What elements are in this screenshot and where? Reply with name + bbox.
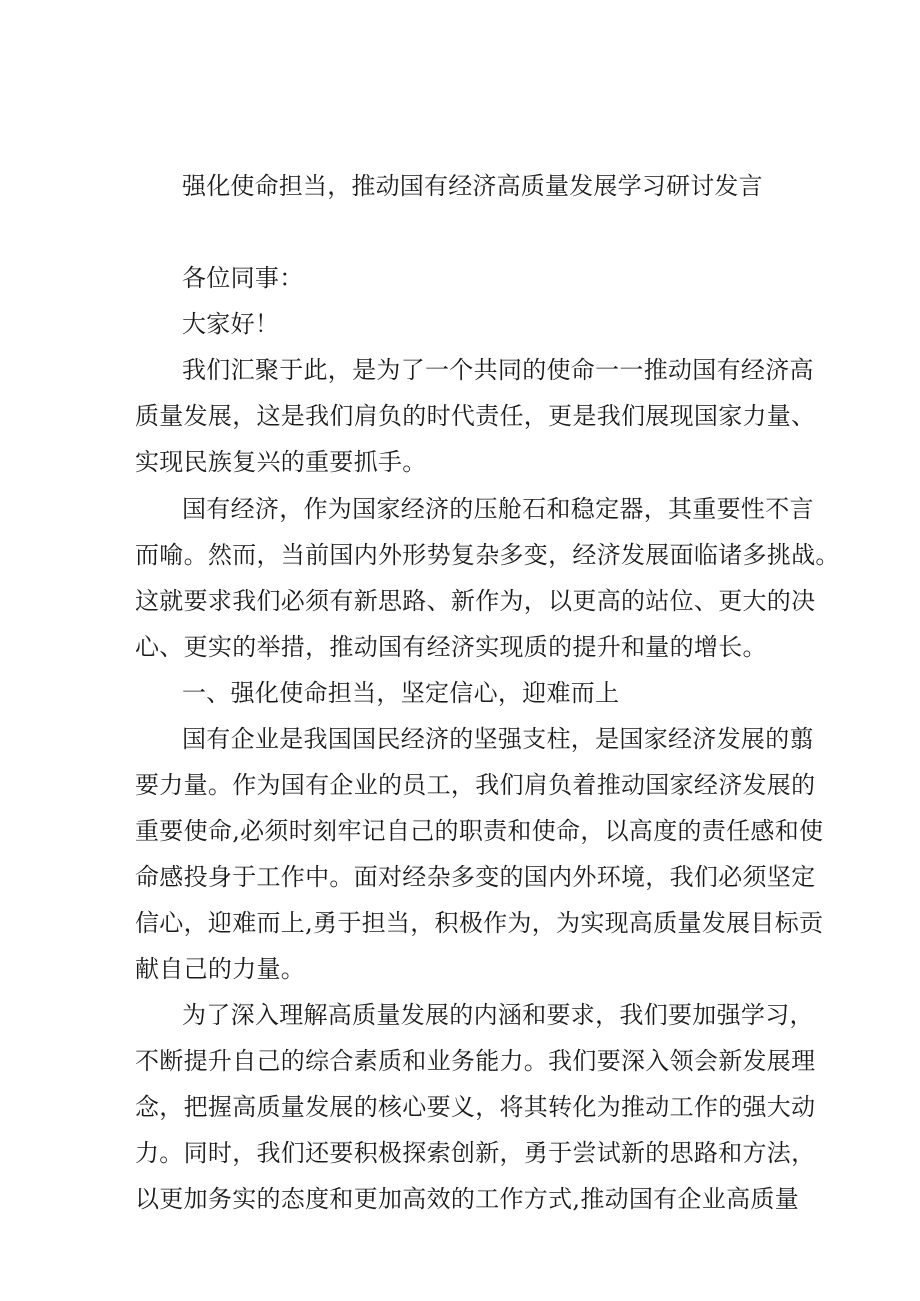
paragraph-line: 献自己的力量。 bbox=[135, 955, 306, 983]
greeting-line: 各位同事： bbox=[182, 264, 304, 292]
paragraph-line: 国有企业是我国国民经济的坚强支柱，是国家经济发展的翦 bbox=[182, 725, 814, 753]
paragraph-line: 重要使命,必须时刻牢记自己的职责和使命，以高度的责任感和使 bbox=[135, 817, 824, 845]
paragraph-line: 心、更实的举措，推动国有经济实现质的提升和量的增长。 bbox=[135, 633, 767, 661]
paragraph-line: 实现民族复兴的重要抓手。 bbox=[135, 448, 427, 476]
paragraph-line: 要力量。作为国有企业的员工，我们肩负着推动国家经济发展的 bbox=[135, 771, 816, 799]
paragraph-line: 为了深入理解高质量发展的内涵和要求，我们要加强学习， bbox=[182, 1001, 814, 1029]
paragraph-line: 力。同时，我们还要积极探索创新，勇于尝试新的思路和方法， bbox=[135, 1139, 816, 1167]
paragraph-line: 信心，迎难而上,勇于担当，积极作为，为实现高质量发展目标贡 bbox=[135, 909, 824, 937]
paragraph-line: 这就要求我们必须有新思路、新作为，以更高的站位、更大的决 bbox=[135, 587, 816, 615]
document-title: 强化使命担当，推动国有经济高质量发展学习研讨发言 bbox=[182, 172, 763, 200]
paragraph-line: 质量发展，这是我们肩负的时代责任，更是我们展现国家力量、 bbox=[135, 402, 816, 430]
greeting-line: 大家好！ bbox=[182, 310, 280, 338]
paragraph-line: 念，把握高质量发展的核心要义，将其转化为推动工作的强大动 bbox=[135, 1093, 816, 1121]
paragraph-line: 我们汇聚于此，是为了一个共同的使命一一推动国有经济高 bbox=[182, 356, 814, 384]
paragraph-line: 国有经济，作为国家经济的压舱石和稳定器，其重要性不言 bbox=[182, 495, 814, 523]
section-heading: 一、强化使命担当，坚定信心，迎难而上 bbox=[182, 679, 620, 707]
paragraph-line: 以更加务实的态度和更加高效的工作方式,推动国有企业高质量 bbox=[135, 1185, 800, 1213]
paragraph-line: 而喻。然而，当前国内外形势复杂多变，经济发展面临诸多挑战。 bbox=[135, 541, 840, 569]
paragraph-line: 命感投身于工作中。面对经杂多变的国内外环境，我们必须坚定 bbox=[135, 863, 816, 891]
paragraph-line: 不断提升自己的综合素质和业务能力。我们要深入领会新发展理 bbox=[135, 1047, 816, 1075]
